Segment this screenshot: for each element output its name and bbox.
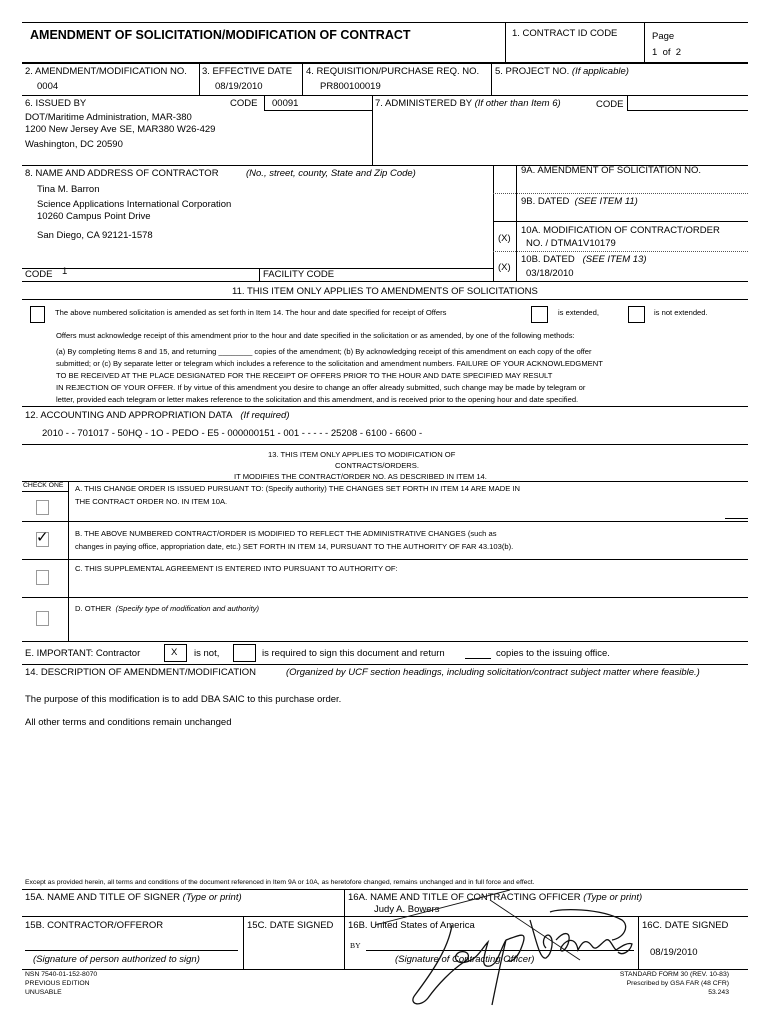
box-15c-label: 15C. DATE SIGNED [247,920,334,931]
box-10b-label: 10B. DATED (SEE ITEM 13) [521,254,647,265]
item-11-para-4: IN REJECTION OF YOUR OFFER. If by virtue of this amendment you desire to change an offer already submitted, such change may be made by telegram or [56,383,586,392]
box-16c-label: 16C. DATE SIGNED [642,920,729,931]
option-b-line-2: changes in paying office, appropriation date, etc.) SET FORTH IN ITEM 14, PURSUANT TO THE AUTHORITY OF FAR 43.103(b). [75,542,514,551]
box-15a-label: 15A. NAME AND TITLE OF SIGNER (Type or print) [25,892,242,903]
important-label: E. IMPORTANT: Contractor [25,648,141,659]
box-16a-label: 16A. NAME AND TITLE OF CONTRACTING OFFICER (Type or print) [348,892,643,903]
divider [264,95,265,110]
issued-code-label: CODE [230,98,258,109]
divider [644,22,645,62]
option-d-label: D. OTHER (Specify type of modification and authority) [75,604,260,613]
divider [491,63,492,95]
signature-caption-16: (Signature of Contracting Officer) [395,954,535,965]
divider [22,281,748,282]
contractor-label-note: (No., street, county, State and Zip Code) [246,168,416,179]
effective-date-value: 08/19/2010 [215,81,263,92]
box-10a-value: NO. / DTMA1V10179 [526,238,616,249]
is-required-checkbox[interactable] [233,644,256,662]
issued-by-label: 6. ISSUED BY [25,98,87,109]
divider [627,95,628,110]
divider [199,63,200,95]
divider [493,165,494,281]
box-16b-label: 16B. United States of America [348,920,475,931]
far-reference: 53.243 [708,989,729,996]
contractor-name: Tina M. Barron [37,184,100,195]
page-number: 1 of 2 [652,47,682,58]
page-label: Page [652,31,675,42]
contractor-code-label: CODE [25,269,53,280]
is-not-label: is not, [194,648,220,659]
option-d-checkbox[interactable] [36,611,49,626]
signature-line-15 [25,950,238,951]
issuer-line-1: DOT/Maritime Administration, MAR-380 [25,112,192,123]
item-13-title-2: CONTRACTS/ORDERS. [335,461,419,470]
divider [243,916,244,969]
project-no-label: 5. PROJECT NO. (If applicable) [495,66,629,77]
divider [264,110,372,111]
by-label: BY [350,941,361,950]
box-10a-mark: (X) [498,233,511,244]
admin-code-label: CODE [596,99,624,110]
standard-form-id: STANDARD FORM 30 (REV. 10-83) [619,971,729,978]
option-b-line-1: B. THE ABOVE NUMBERED CONTRACT/ORDER IS MODIFIED TO REFLECT THE ADMINISTRATIVE CHANGES (such as [75,529,497,538]
box-9a-label: 9A. AMENDMENT OF SOLICITATION NO. [521,165,701,176]
dotted-divider [493,193,748,194]
divider [22,969,748,970]
x-mark: X [171,647,178,658]
copies-label: copies to the issuing office. [496,648,610,659]
contractor-label: 8. NAME AND ADDRESS OF CONTRACTOR [25,168,219,179]
contractor-code-value: 1 [62,266,68,277]
box-10b-mark: (X) [498,262,511,273]
option-a-line-1: A. THIS CHANGE ORDER IS ISSUED PURSUANT TO: (Specify authority) THE CHANGES SET FORTH IN ITEM 14 ARE MADE IN [75,484,521,493]
item-13-title-3: IT MODIFIES THE CONTRACT/ORDER NO. AS DESCRIBED IN ITEM 14. [234,472,487,481]
extended-checkbox[interactable] [531,306,548,323]
box-15b-label: 15B. CONTRACTOR/OFFEROR [25,920,164,931]
solicitation-checkbox[interactable] [30,306,45,323]
amendment-no-label: 2. AMENDMENT/MODIFICATION NO. [25,66,187,77]
option-a-checkbox[interactable] [36,500,49,515]
check-mark-icon: ✓ [36,529,49,546]
dotted-divider [493,251,748,252]
unusable-note: UNUSABLE [25,989,62,996]
check-one-label: CHECK ONE [23,482,64,489]
except-clause: Except as provided herein, all terms and conditions of the document referenced in Item 9A or 10A, as heretofore changed, remains unchanged and in full force and effect. [25,879,535,886]
option-c-line: C. THIS SUPPLEMENTAL AGREEMENT IS ENTERED INTO PURSUANT TO AUTHORITY OF: [75,564,398,573]
divider [627,110,748,111]
is-required-label: is required to sign this document and return [262,648,445,659]
item-11-para-3: TO BE RECEIVED AT THE PLACE DESIGNATED FOR THE RECEIPT OF OFFERS PRIOR TO THE HOUR AND DATE SPECIFIED MAY RESULT [56,371,553,380]
accounting-data-value: 2010 - - 701017 - 50HQ - 1O - PEDO - E5 - 000000151 - 001 - - - - - 25208 - 6100 - 6600 - [42,428,423,439]
divider [725,518,748,519]
requisition-label: 4. REQUISITION/PURCHASE REQ. NO. [306,66,480,77]
signature-caption-15: (Signature of person authorized to sign) [33,954,200,965]
issued-code-value: 00091 [272,98,299,109]
option-a-line-2: THE CONTRACT ORDER NO. IN ITEM 10A. [75,497,228,506]
divider [344,889,345,969]
divider [22,481,748,482]
nsn-number: NSN 7540-01-152-8070 [25,971,98,978]
requisition-value: PR800100019 [320,81,381,92]
divider [516,165,517,281]
box-10a-label: 10A. MODIFICATION OF CONTRACT/ORDER [521,225,720,236]
item-14-label: 14. DESCRIPTION OF AMENDMENT/MODIFICATION [25,667,257,678]
option-c-checkbox[interactable] [36,570,49,585]
item-11-line-1: The above numbered solicitation is amended as set forth in Item 14. The hour and date specified for receipt of Offers [55,308,447,317]
signed-date-value: 08/19/2010 [650,947,698,958]
prescribed-by: Prescribed by GSA FAR (48 CFR) [626,980,729,987]
contract-id-label: 1. CONTRACT ID CODE [512,28,618,39]
divider [22,597,748,598]
item-11-title: 11. THIS ITEM ONLY APPLIES TO AMENDMENTS OF SOLICITATIONS [232,286,538,297]
divider [22,299,748,300]
issuer-line-3: Washington, DC 20590 [25,139,123,150]
divider [22,491,68,492]
divider [22,268,493,269]
not-extended-label: is not extended. [654,308,708,317]
box-10b-value: 03/18/2010 [526,268,574,279]
contractor-company: Science Applications International Corporation [37,199,232,210]
item-11-line-2: Offers must acknowledge receipt of this amendment prior to the hour and date specified in the solicitation or as amended, by one of the following methods: [56,331,575,340]
effective-date-label: 3. EFFECTIVE DATE [202,66,293,77]
divider [505,22,506,62]
divider [372,95,373,165]
administered-by-label: 7. ADMINISTERED BY (If other than Item 6) [375,98,561,109]
divider [22,521,748,522]
amendment-no-value: 0004 [37,81,59,92]
divider [22,664,748,665]
divider [22,444,748,445]
divider [22,406,748,407]
extended-label: is extended, [558,308,599,317]
description-line-1: The purpose of this modification is to add DBA SAIC to this purchase order. [25,694,342,705]
contracting-officer-name: Judy A. Bowers [374,904,440,915]
item-12-label: 12. ACCOUNTING AND APPROPRIATION DATA (If required) [25,410,290,421]
divider [22,95,748,96]
officer-signature [360,880,650,1020]
item-13-title-1: 13. THIS ITEM ONLY APPLIES TO MODIFICATION OF [268,450,456,459]
item-11-para-1: (a) By completing Items 8 and 15, and returning ________ copies of the amendment; (b) By acknowledging receipt of this amendment on each copy of the offer [56,347,592,356]
divider [302,63,303,95]
copies-blank [465,658,491,659]
item-11-para-2: submitted; or (c) By separate letter or telegram which includes a reference to the solicitation and amendment numbers. FAILURE OF YOUR ACKNOWLEDGMENT [56,359,603,368]
issuer-line-2: 1200 New Jersey Ave SE, MAR380 W26-429 [25,124,216,135]
top-border [22,22,748,23]
item-11-para-5: letter, provided each telegram or letter makes reference to the solicitation and this amendment, and is received prior to the opening hour and date specified. [56,395,579,404]
facility-code-label: FACILITY CODE [263,269,335,280]
form-title: AMENDMENT OF SOLICITATION/MODIFICATION OF CONTRACT [30,28,411,42]
contractor-city: San Diego, CA 92121-1578 [37,230,153,241]
divider [68,481,69,641]
divider [22,62,748,64]
box-9b-label: 9B. DATED (SEE ITEM 11) [521,196,638,207]
divider [493,221,748,222]
not-extended-checkbox[interactable] [628,306,645,323]
divider [22,559,748,560]
previous-edition: PREVIOUS EDITION [25,980,90,987]
description-line-2: All other terms and conditions remain unchanged [25,717,232,728]
item-14-note: (Organized by UCF section headings, including solicitation/contract subject matter where feasible.) [286,667,700,678]
contractor-street: 10260 Campus Point Drive [37,211,151,222]
divider [22,641,748,642]
divider [259,268,260,281]
